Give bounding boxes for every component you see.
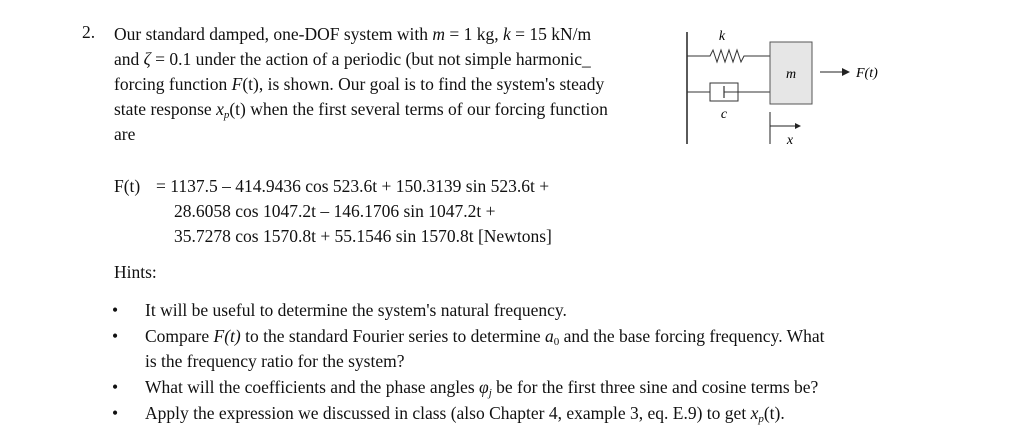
equation-lhs: F(t) bbox=[114, 176, 141, 196]
hints-list bbox=[112, 298, 912, 427]
problem-line-3: forcing function F(t), is shown. Our goal is to find the system's steady bbox=[114, 74, 605, 94]
hint-item: • It will be useful to determine the system's natural frequency. bbox=[112, 298, 912, 323]
spring-icon bbox=[687, 50, 770, 62]
equation-line-2: 28.6058 cos 1047.2t – 146.1706 sin 1047.2t + bbox=[174, 201, 496, 221]
displacement-label: x bbox=[786, 133, 794, 148]
equation-line-3: 35.7278 cos 1570.8t + 55.1546 sin 1570.8t [Newtons] bbox=[174, 226, 552, 246]
hint-item: • Apply the expression we discussed in class (also Chapter 4, example 3, eq. E.9) to get $x_p(t)$. bbox=[112, 403, 785, 425]
equation-line-1: = 1137.5 – 414.9436 cos 523.6t + 150.3139 sin 523.6t + bbox=[156, 176, 550, 196]
mass-label: m bbox=[785, 67, 797, 82]
problem-line-4: state response $x_p(t)$ when the first several terms of our forcing function bbox=[114, 99, 608, 121]
problem-line-2: and ζ = 0.1 under the action of a periodic (but not simple harmonic_ bbox=[114, 49, 591, 69]
bullet-icon: • bbox=[112, 403, 119, 423]
bullet-icon: • bbox=[112, 326, 119, 346]
force-arrow-icon bbox=[842, 68, 850, 76]
equation-rhs bbox=[156, 174, 552, 249]
hint-item: • Compare F(t) to the standard Fourier series to determine $a_0$ and the base forcing frequency. What is the frequency ratio for the system? bbox=[112, 326, 825, 371]
question-number: 2. bbox=[82, 22, 96, 42]
bullet-icon: • bbox=[112, 377, 119, 397]
damper-label: c bbox=[720, 107, 728, 122]
problem-statement bbox=[114, 22, 674, 147]
problem-line-1: Our standard damped, one-DOF system with m = 1 kg, k = 15 kN/m bbox=[114, 24, 592, 44]
problem-line-5: are bbox=[114, 124, 136, 144]
force-label: F(t) bbox=[856, 66, 878, 81]
hint-item: • What will the coefficients and the phase angles $\varphi_j$ be for the first three sine and cosine terms be? bbox=[112, 377, 819, 399]
displacement-arrow-icon bbox=[795, 123, 801, 129]
bullet-icon: • bbox=[112, 300, 119, 320]
spring-label: k bbox=[718, 29, 726, 44]
mass-spring-damper-diagram bbox=[672, 20, 912, 150]
hints-label: Hints: bbox=[114, 262, 157, 282]
